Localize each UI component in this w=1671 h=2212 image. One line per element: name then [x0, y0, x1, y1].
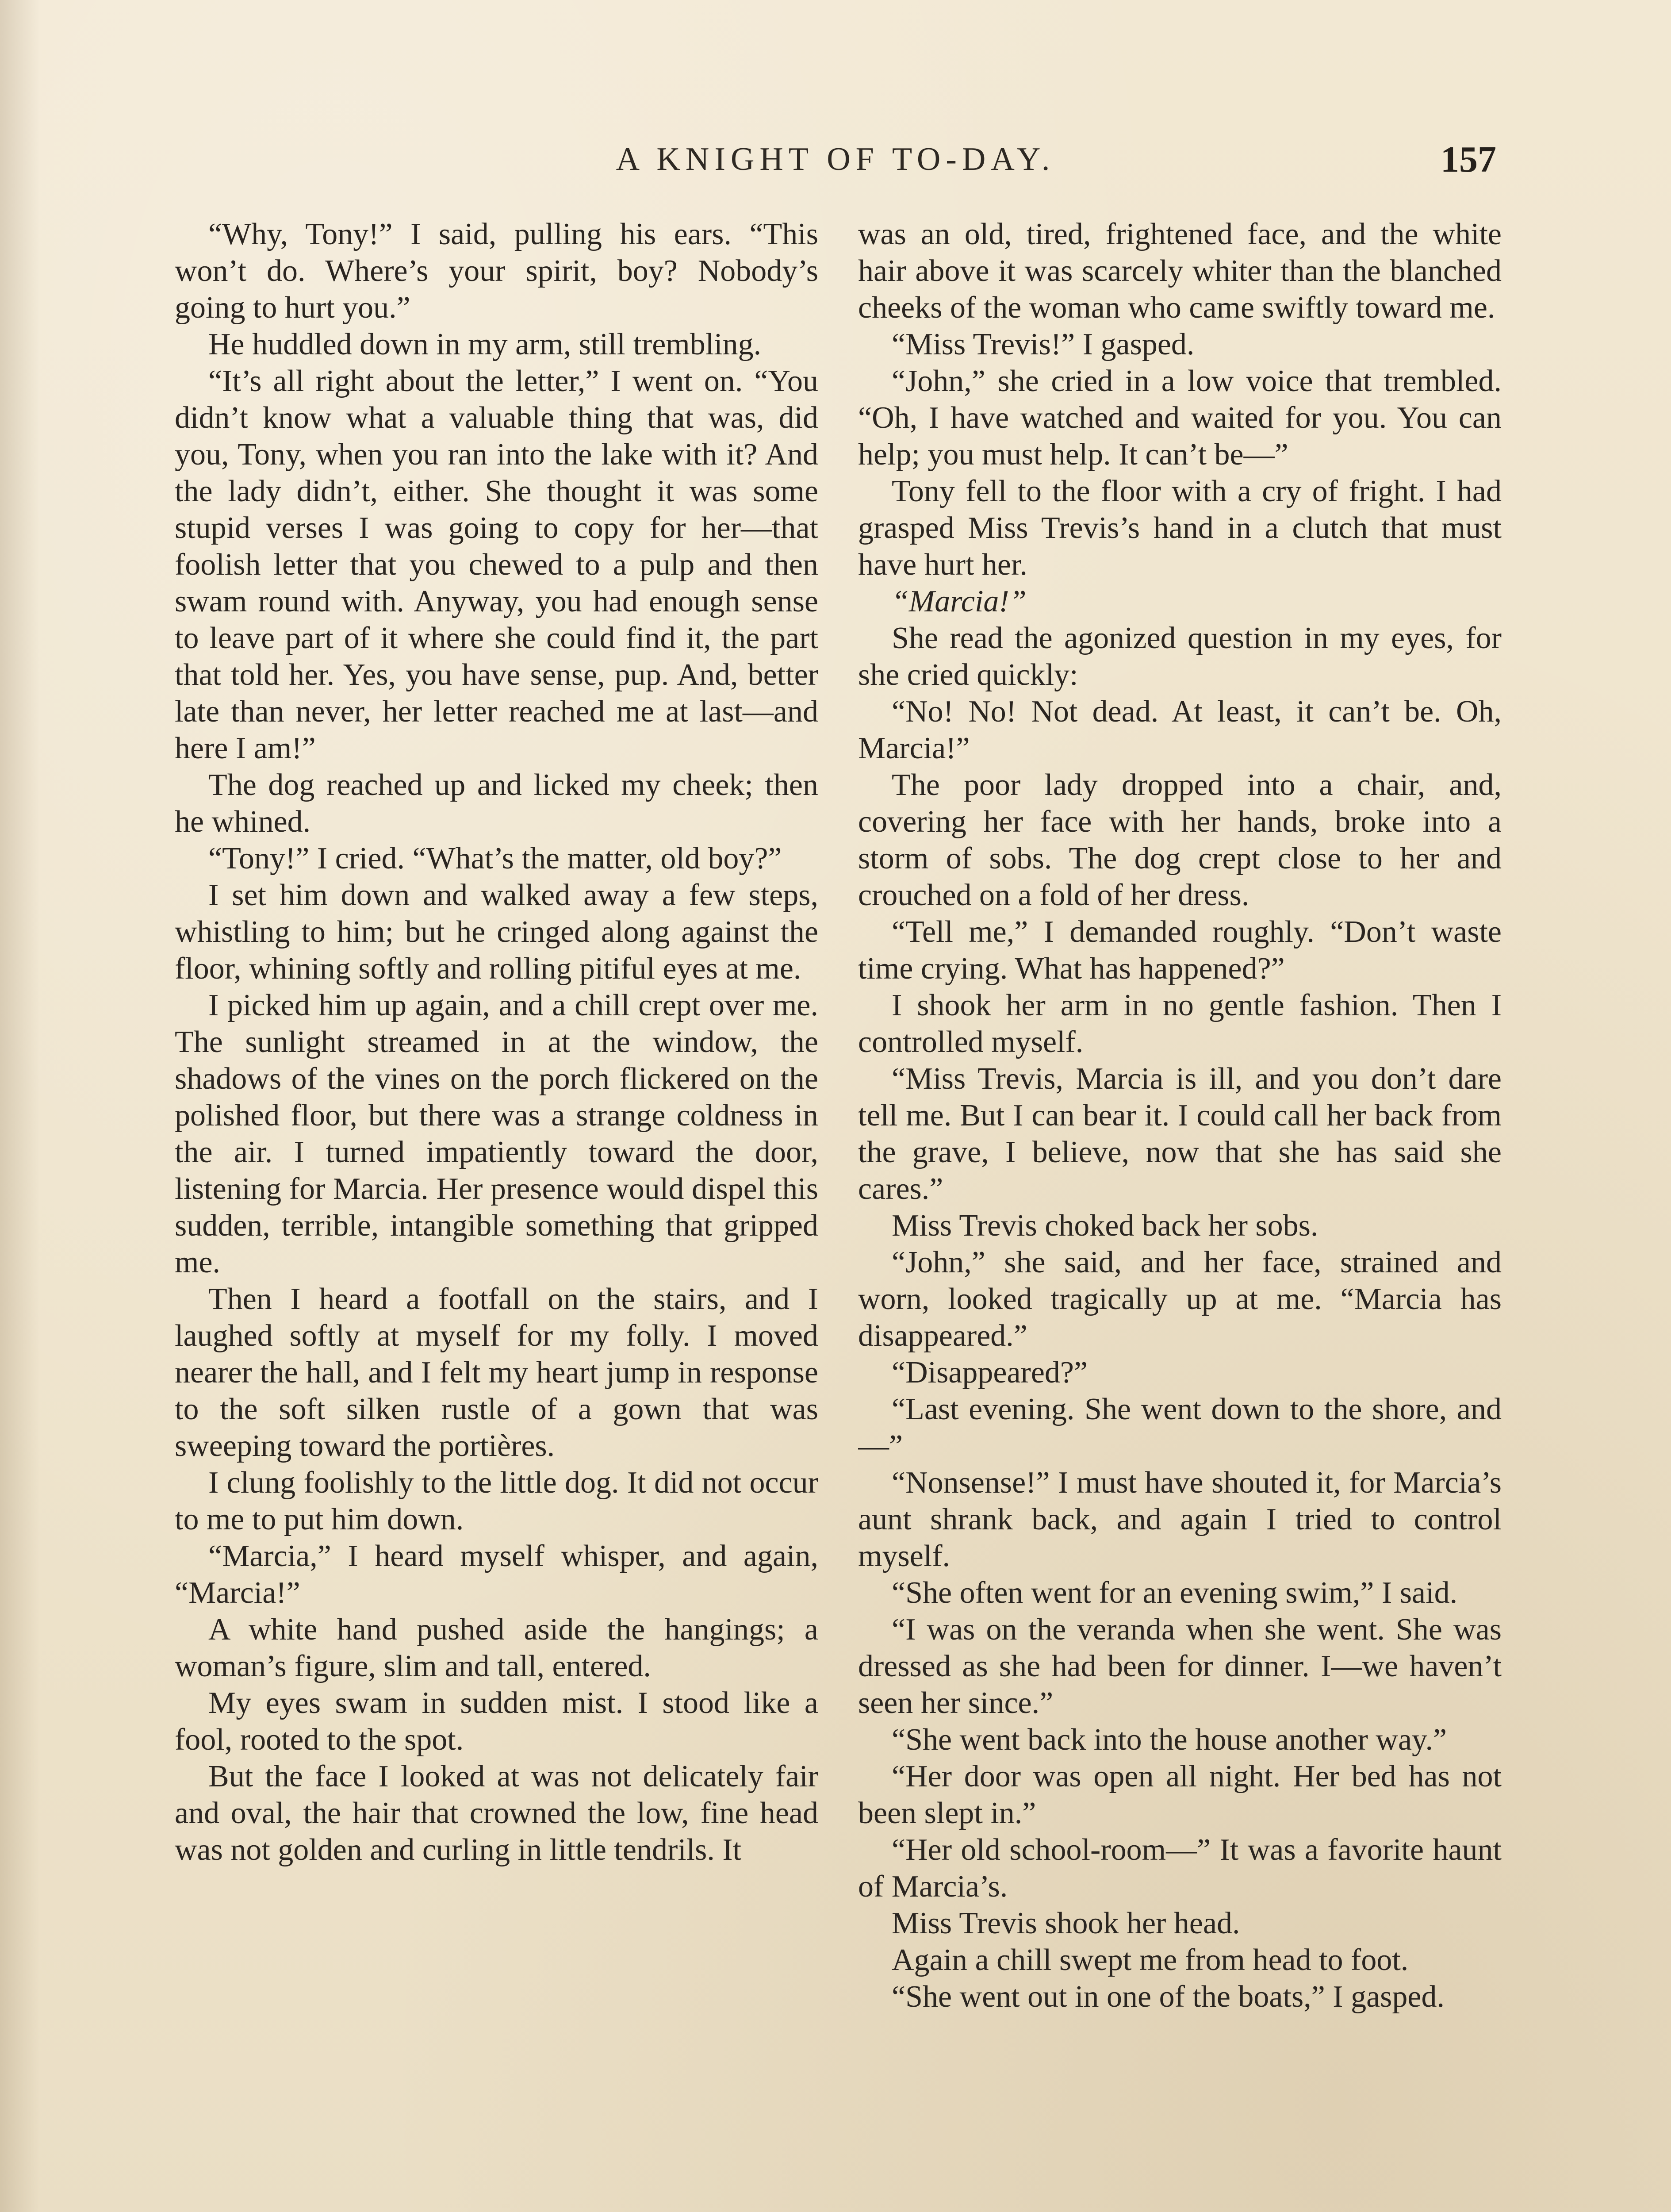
paragraph: Then I heard a footfall on the stairs, and I laughed softly at myself for my folly. I moved nearer the hall, and I felt my heart jump in response to the soft silken rustle of a gown that was sweeping toward the portières. — [175, 1282, 818, 1463]
paragraph: “Marcia,” I heard myself whisper, and again, “Marcia!” — [175, 1539, 818, 1610]
text-columns — [175, 216, 1502, 2212]
paragraph: He huddled down in my arm, still trembling. — [208, 327, 762, 361]
paragraph: “No! No! Not dead. At least, it can’t be. Oh, Marcia!” — [858, 695, 1502, 765]
paragraph: I clung foolishly to the little dog. It did not occur to me to put him down. — [175, 1466, 818, 1536]
paragraph: “Tony!” I cried. “What’s the matter, old boy?” — [208, 841, 782, 876]
paragraph: Miss Trevis choked back her sobs. — [892, 1209, 1318, 1243]
paragraph: The poor lady dropped into a chair, and, covering her face with her hands, broke into a storm of sobs. The dog crept close to her and crouched on a fold of her dress. — [858, 768, 1502, 912]
running-title: A KNIGHT OF TO-DAY. — [616, 141, 1055, 177]
right-column — [858, 216, 1502, 2212]
page-number: 157 — [1441, 139, 1496, 180]
paragraph-continuation: was an old, tired, frightened face, and the white hair above it was scarcely whiter than the blanched cheeks of the woman who came swiftly toward me. — [858, 217, 1502, 325]
paragraph: “It’s all right about the letter,” I went on. “You didn’t know what a valuable thing that was, did you, Tony, when you ran into the lake with it? And the lady didn’t, either. She thought it was some stupid verses I was going to copy for her—that foolish letter that you chewed to a pulp and then swam round with. Anyway, you had enough sense to leave part of it where she could find it, the part that told her. Yes, you have sense, pup. And, better late than never, her letter reached me at last—and here I am!” — [175, 364, 818, 765]
paragraph: I set him down and walked away a few steps, whistling to him; but he cringed along against the floor, whining softly and rolling pitiful eyes at me. — [175, 878, 818, 986]
paragraph: I shook her arm in no gentle fashion. Then I controlled myself. — [858, 988, 1502, 1059]
paragraph: But the face I looked at was not delicately fair and oval, the hair that crowned the low, fine head was not golden and curling in little tendrils. It — [175, 1759, 818, 1867]
paragraph: She read the agonized question in my eyes, for she cried quickly: — [858, 621, 1502, 692]
paragraph: “Disappeared?” — [892, 1356, 1088, 1390]
paragraph: Miss Trevis shook her head. — [892, 1906, 1240, 1940]
paragraph: “Her old school-room—” It was a favorite haunt of Marcia’s. — [858, 1833, 1502, 1904]
paragraph: “She went back into the house another way.” — [892, 1723, 1447, 1757]
paragraph: “John,” she cried in a low voice that trembled. “Oh, I have watched and waited for you. You can help; you must help. It can’t be—” — [858, 364, 1502, 472]
paragraph: “She often went for an evening swim,” I said. — [892, 1576, 1458, 1610]
paragraph: “Tell me,” I demanded roughly. “Don’t waste time crying. What has happened?” — [858, 915, 1502, 986]
paragraph: “Marcia!” — [892, 584, 1027, 618]
paragraph: “Miss Trevis!” I gasped. — [892, 327, 1195, 361]
paragraph: “Her door was open all night. Her bed has not been slept in.” — [858, 1759, 1502, 1830]
paragraph: “Last evening. She went down to the shore, and—” — [858, 1392, 1502, 1463]
paragraph: My eyes swam in sudden mist. I stood like a fool, rooted to the spot. — [175, 1686, 818, 1757]
page-header — [175, 141, 1496, 189]
page-edge-shadow — [0, 0, 40, 2212]
paragraph: “I was on the veranda when she went. She was dressed as she had been for dinner. I—we haven’t seen her since.” — [858, 1613, 1502, 1720]
paragraph: Again a chill swept me from head to foot. — [892, 1943, 1409, 1977]
paragraph: “Nonsense!” I must have shouted it, for Marcia’s aunt shrank back, and again I tried to control myself. — [858, 1466, 1502, 1573]
paragraph: “Miss Trevis, Marcia is ill, and you don’t dare tell me. But I can bear it. I could call her back from the grave, I believe, now that she has said she cares.” — [858, 1062, 1502, 1206]
paragraph: “Why, Tony!” I said, pulling his ears. “This won’t do. Where’s your spirit, boy? Nobody’s going to hurt you.” — [175, 217, 818, 325]
left-column — [175, 216, 818, 2212]
paragraph: Tony fell to the floor with a cry of fright. I had grasped Miss Trevis’s hand in a clutch that must have hurt her. — [858, 474, 1502, 582]
paragraph: A white hand pushed aside the hangings; a woman’s figure, slim and tall, entered. — [175, 1613, 818, 1683]
paragraph: “She went out in one of the boats,” I gasped. — [892, 1980, 1445, 2014]
paragraph: I picked him up again, and a chill crept over me. The sunlight streamed in at the window, the shadows of the vines on the porch flickered on the polished floor, but there was a strange coldness in the air. I turned impatiently toward the door, listening for Marcia. Her presence would dispel this sudden, terrible, intangible something that gripped me. — [175, 988, 818, 1279]
paragraph: “John,” she said, and her face, strained and worn, looked tragically up at me. “Marcia has disappeared.” — [858, 1245, 1502, 1353]
paragraph: The dog reached up and licked my cheek; then he whined. — [175, 768, 818, 839]
